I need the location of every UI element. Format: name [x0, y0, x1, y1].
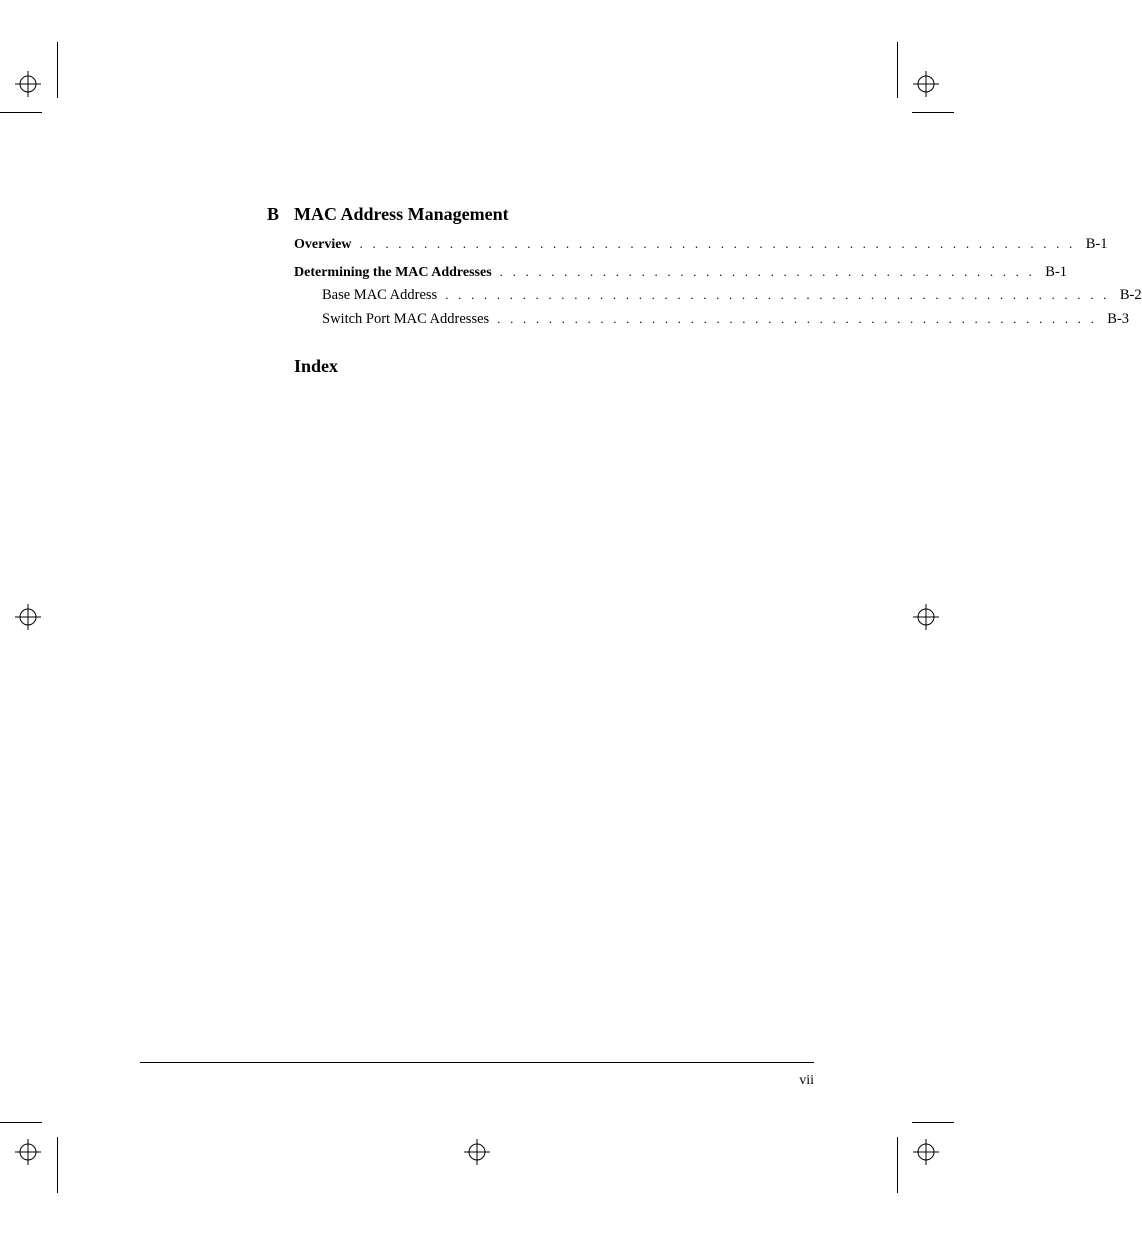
toc-page-number: B-2 — [1119, 287, 1142, 303]
toc-entry-label: Switch Port MAC Addresses — [322, 311, 490, 327]
registration-mark-icon — [15, 71, 41, 97]
registration-mark-icon — [464, 1139, 490, 1165]
toc-dot-leader: . . . . . . . . . . . . . . . . . . . . . . . . . . . . . . . . . . . . . . . . . . . . . . . — [497, 311, 1098, 326]
toc-dot-leader: . . . . . . . . . . . . . . . . . . . . . . . . . . . . . . . . . . . . . . . . . . . . . . . . . . . . . . . . — [359, 236, 1076, 251]
toc-entry-label: Base MAC Address — [322, 287, 438, 303]
toc-dot-leader: . . . . . . . . . . . . . . . . . . . . . . . . . . . . . . . . . . . . . . . . . . — [499, 264, 1036, 279]
crop-mark — [57, 1137, 58, 1193]
footer-rule — [140, 1062, 814, 1063]
toc-page-number: B-1 — [1085, 236, 1108, 252]
toc-entry-label: Overview — [294, 237, 352, 252]
toc-dot-leader: . . . . . . . . . . . . . . . . . . . . . . . . . . . . . . . . . . . . . . . . . . . . . . . . . . . . — [445, 287, 1110, 302]
crop-mark — [897, 42, 898, 98]
toc-entry-label: Determining the MAC Addresses — [294, 265, 492, 280]
crop-mark — [912, 1122, 954, 1123]
registration-mark-icon — [913, 604, 939, 630]
registration-mark-icon — [15, 1139, 41, 1165]
crop-mark — [912, 112, 954, 113]
toc-entry-overview[interactable] — [294, 235, 1108, 253]
chapter-letter: B — [267, 204, 280, 224]
toc-entry-switch-port-mac-addresses[interactable] — [322, 310, 1130, 328]
registration-mark-icon — [913, 1139, 939, 1165]
toc-entry-determining-mac-addresses[interactable] — [294, 263, 1068, 281]
crop-mark — [57, 42, 58, 98]
registration-mark-icon — [15, 604, 41, 630]
toc-page-number: B-3 — [1107, 311, 1130, 327]
page-number: vii — [799, 1073, 814, 1088]
crop-mark — [0, 112, 42, 113]
toc-entry-index[interactable]: Index — [294, 356, 339, 376]
crop-mark — [0, 1122, 42, 1123]
registration-mark-icon — [913, 71, 939, 97]
chapter-title: MAC Address Management — [294, 204, 509, 224]
toc-page-number: B-1 — [1045, 264, 1068, 280]
crop-mark — [897, 1137, 898, 1193]
toc-entry-base-mac-address[interactable] — [322, 286, 1142, 304]
